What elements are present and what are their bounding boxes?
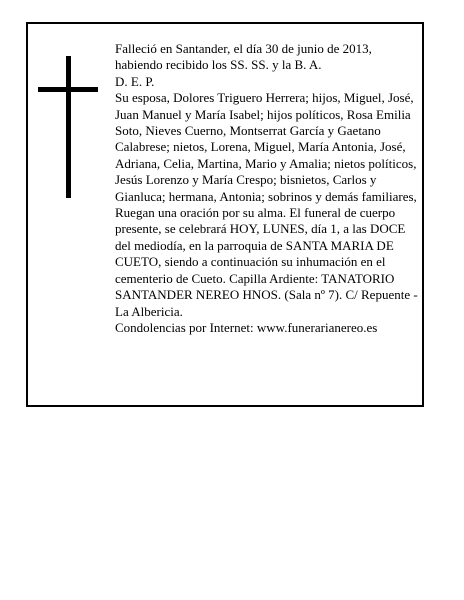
- cross-vertical-bar: [66, 56, 71, 198]
- condolences-line: Condolencias por Internet: www.funerarianereo.es: [115, 319, 378, 335]
- funeral-details: Ruegan una oración por su alma. El funeral de cuerpo presente, se celebrará HOY, LUNES, día 1, a las DOCE del mediodía, en la parroquia de SANTA MARIA DE CUETO, siendo a continuación su inhumación en el cementerio de Cueto. Capilla Ardiente: TANATORIO SANTANDER NEREO HNOS. (Sala nº 7). C/ Repuente - La Albericia.: [115, 205, 418, 319]
- cross-horizontal-bar: [38, 87, 98, 92]
- family-list: Su esposa, Dolores Triguero Herrera; hijos, Miguel, José, Juan Manuel y María Isabel; hijos políticos, Rosa Emilia Soto, Nieves Cuerno, Montserrat García y Gaetano Calabrese; nietos, Lorena, Miguel, María Antonia, José, Adriana, Celia, Martina, Mario y Amalia; nietos políticos, Jesús Lorenzo y María Crespo; bisnietos, Carlos y Gianluca; hermana, Antonia; sobrinos y demás familiares,: [115, 90, 417, 204]
- death-announcement: Falleció en Santander, el día 30 de junio de 2013, habiendo recibido los SS. SS. y la B. A.: [115, 41, 372, 73]
- cross-icon: [38, 56, 98, 198]
- rip-line: D. E. P.: [115, 73, 155, 89]
- obituary-notice: [26, 22, 424, 407]
- notice-text: [115, 41, 420, 336]
